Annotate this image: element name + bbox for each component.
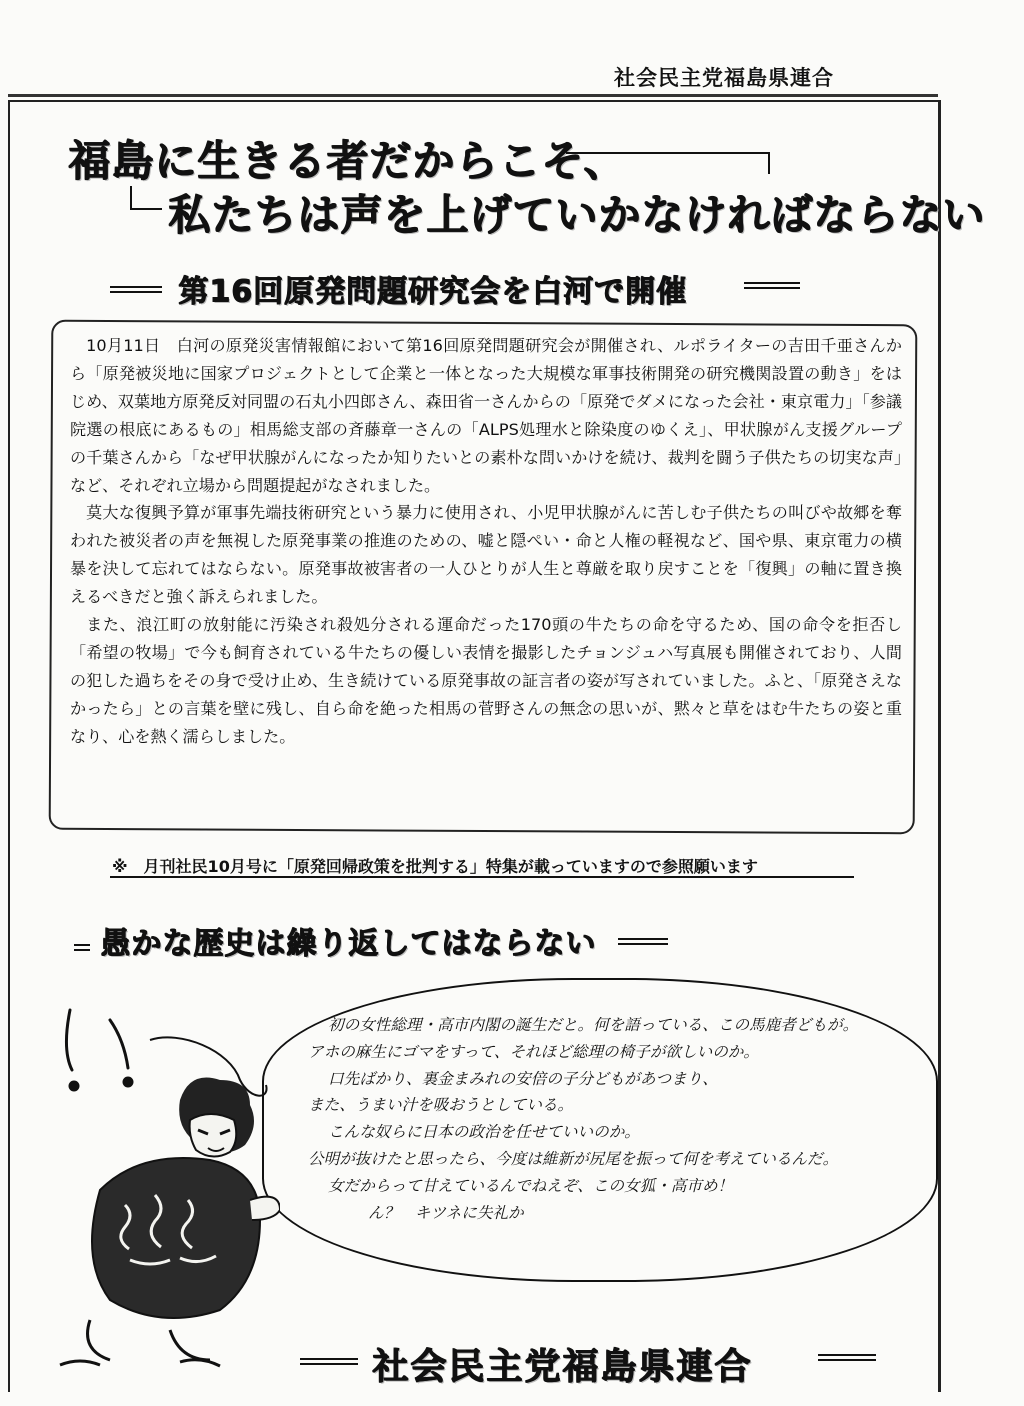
article-paragraph: 莫大な復興予算が軍事先端技術研究という暴力に使用され、小児甲状腺がんに苦しむ子供たちの叫びや故郷を奪われた被災者の声を無視した原発事業の推進のための、嘘と隠ぺい・命と人権の軽視など、国や県、東京電力の横暴を決して忘れてはならない。原発事故被害者の一人ひとりが人生と尊厳を取り戻すことを「復興」の軸に置き換えるべきだと強く訴えられました。 xyxy=(70,503,902,607)
section1-title: 第16回原発問題研究会を白河で開催 xyxy=(178,274,687,309)
bubble-line: 初の女性総理・高市内閣の誕生だと。何を語っている、この馬鹿者どもが。 xyxy=(328,1016,859,1034)
bubble-line: 公明が抜けたと思ったら、今度は維新が尻尾を振って何を考えているんだ。 xyxy=(308,1149,839,1168)
headline-bracket-left xyxy=(130,186,162,210)
title-dash-left xyxy=(74,944,90,951)
headline-line2: 私たちは声を上げていかなければならない xyxy=(168,190,986,239)
bubble-line: こんな奴らに日本の政治を任せていいのか。 xyxy=(328,1123,640,1142)
article-body xyxy=(70,332,902,751)
footer-organization: 社会民主党福島県連合 xyxy=(372,1346,753,1387)
bubble-line: 女だからって甘えているんでねえぞ、この女狐・高市め！ xyxy=(328,1176,734,1195)
title-dash-left xyxy=(110,286,162,293)
footer-dash-right xyxy=(818,1354,876,1361)
bubble-line: また、うまい汁を吸おうとしている。 xyxy=(308,1096,574,1115)
bubble-line: ん？ キツネに失礼か xyxy=(368,1203,524,1222)
headline-bracket-right xyxy=(566,152,770,174)
bubble-line: 口先ばかり、裏金まみれの安倍の子分どもがあつまり、 xyxy=(328,1069,718,1088)
frame-top-rule xyxy=(8,94,938,97)
article-paragraph: また、浪江町の放射能に汚染され殺処分される運命だった170頭の牛たちの命を守るため、国の命令を拒否し「希望の牧場」で今も飼育されている牛たちの優しい表情を撮影したチョンジュハ写真展も開催されており、人間の犯した過ちをその身で受け止め、生き続けている原発事故の証言者の姿が写されていました。ふと、「原発さえなかったら」との言葉を壁に残し、自ら命を絶った相馬の菅野さんの無念の思いが、黙々と草をはむ牛たちの姿と重なり、心を熱く濡らしました。 xyxy=(70,615,902,746)
reference-note: ※ 月刊社民10月号に「原発回帰政策を批判する」特集が載っていますので参照願います xyxy=(112,857,758,876)
headline-line1: 福島に生きる者だからこそ、 xyxy=(68,136,627,185)
angry-samurai-illustration-icon xyxy=(30,990,280,1380)
article-paragraph: 10月11日 白河の原発災害情報館において第16回原発問題研究会が開催され、ルポライターの吉田千亜さんから「原発被災地に国家プロジェクトとして企業と一体となった大規模な軍事技術開発の研究機関設置の動き」をはじめ、双葉地方原発反対同盟の石丸小四郎さん、森田省一さんからの「原発でダメになった会社・東京電力」「参議院選の根底にあるもの」相馬総支部の斉藤章一さんの「ALPS処理水と除染度のゆくえ」、甲状腺がん支援グループの千葉さんから「なぜ甲状腺がんになったか知りたいとの素朴な問いかけを続け、裁判を闘う子供たちの切実な声」など、それぞれ立場から問題提起がなされました。 xyxy=(70,336,902,495)
bubble-line: アホの麻生にゴマをすって、それほど総理の椅子が欲しいのか。 xyxy=(308,1042,759,1061)
header-organization: 社会民主党福島県連合 xyxy=(614,66,834,90)
title-dash-right xyxy=(744,282,800,289)
speech-bubble-text xyxy=(308,1012,858,1226)
note-underline xyxy=(110,876,854,878)
section2-title: 愚かな歴史は繰り返してはならない xyxy=(100,926,596,961)
footer-dash-left xyxy=(300,1358,358,1365)
title-dash-right xyxy=(618,938,668,945)
